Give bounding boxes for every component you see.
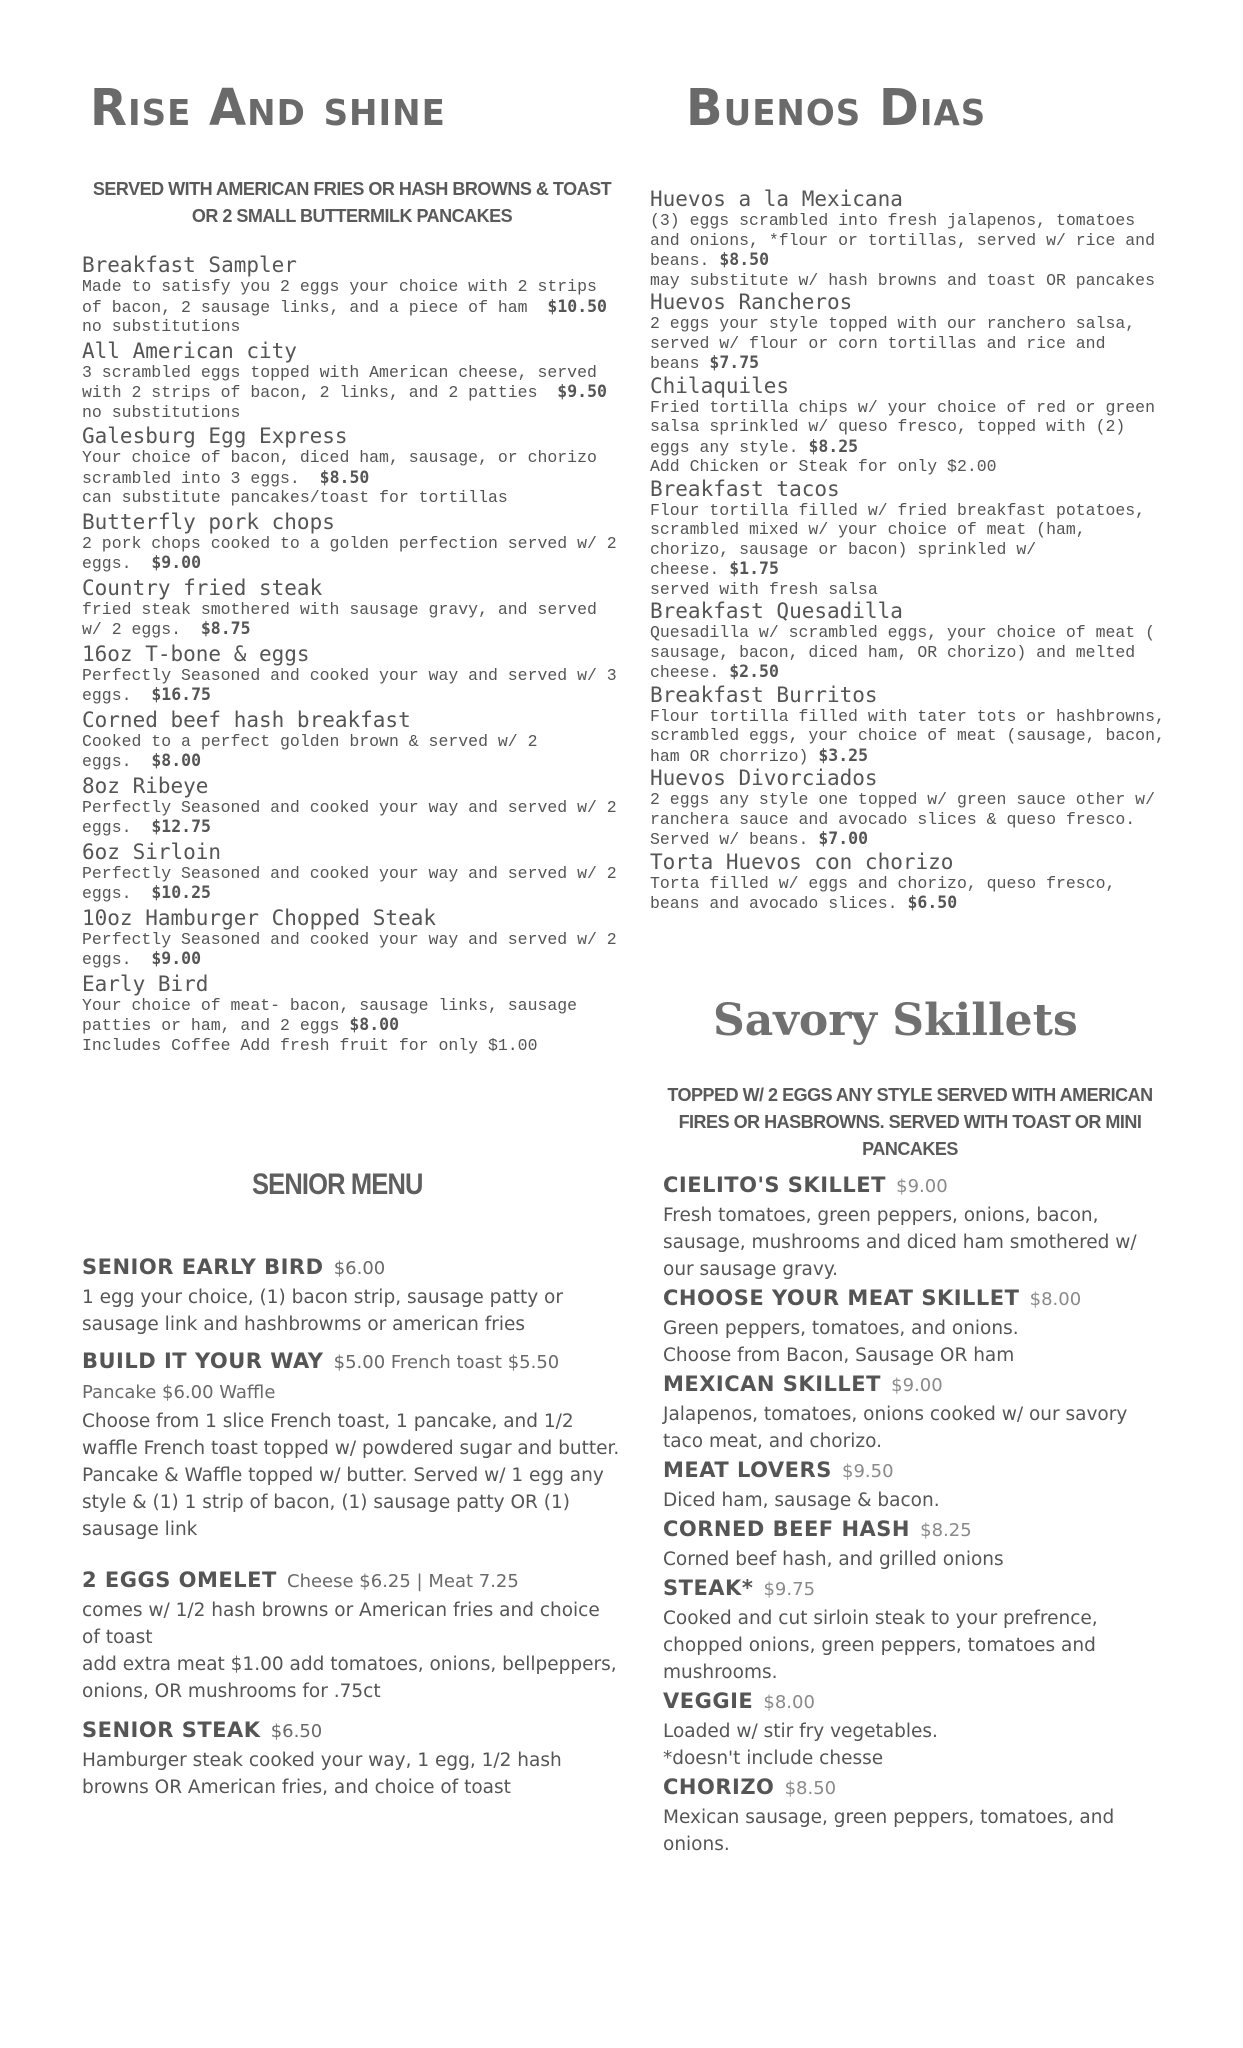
item-description: 2 eggs your style topped with our ranchero salsa, served w/ flour or corn tortillas and rice and beans $7.75	[650, 314, 1136, 373]
item-name: MEAT LOVERS	[663, 1458, 832, 1482]
item-description: Loaded w/ stir fry vegetables.	[663, 1721, 938, 1742]
item-name: CHORIZO	[663, 1775, 775, 1799]
item-name: Butterfly pork chops	[82, 509, 335, 534]
menu-item	[82, 840, 622, 904]
item-name: VEGGIE	[663, 1689, 754, 1713]
item-price: $9.00	[151, 553, 201, 572]
item-description: 2 eggs any style one topped w/ green sauce other w/ ranchera sauce and avocado slices & queso fresco. Served w/ beans. $7.00	[650, 790, 1155, 849]
item-description: Quesadilla w/ scrambled eggs, your choice of meat ( sausage, bacon, diced ham, OR chorizo) and melted cheese. $2.50	[650, 623, 1155, 682]
item-note: Choose from Bacon, Sausage OR ham	[663, 1345, 1015, 1366]
rise-and-shine-list	[82, 253, 622, 1057]
item-note: Includes Coffee Add fresh fruit for only $1.00	[82, 1035, 538, 1055]
item-name: Huevos Divorciados	[650, 766, 878, 790]
item-note: *doesn't include chesse	[663, 1748, 884, 1769]
item-description: Your choice of meat- bacon, sausage links, sausage patties or ham, and 2 eggs $8.00	[82, 995, 578, 1035]
item-price: $8.00	[151, 751, 201, 770]
item-description: 2 pork chops cooked to a golden perfection served w/ 2 eggs. $9.00	[82, 533, 617, 573]
menu-item	[650, 374, 1170, 477]
item-description: Jalapenos, tomatoes, onions cooked w/ our savory taco meat, and chorizo.	[663, 1404, 1128, 1452]
item-name: Corned beef hash breakfast	[82, 707, 411, 732]
item-name: Torta Huevos con chorizo	[650, 849, 954, 874]
item-price: $2.50	[729, 662, 779, 681]
item-name: Breakfast Burritos	[650, 682, 878, 707]
item-price: $6.50	[907, 893, 958, 912]
savory-skillets-subtitle: TOPPED W/ 2 EGGS ANY STYLE SERVED WITH AMERICAN FIRES OR HASBROWNS. SERVED WITH TOAST OR MINI PANCAKES	[667, 1085, 1153, 1159]
menu-item	[82, 906, 622, 970]
item-description: Your choice of bacon, diced ham, sausage, or chorizo scrambled into 3 eggs. $8.50	[82, 448, 597, 488]
menu-item	[82, 424, 622, 508]
menu-item	[650, 187, 1170, 290]
item-price: $8.00	[349, 1015, 400, 1034]
senior-menu-title: SENIOR MENU	[252, 1168, 423, 1201]
item-price: $12.75	[151, 817, 211, 836]
item-description: Perfectly Seasoned and cooked your way and served w/ 2 eggs. $12.75	[82, 797, 617, 837]
savory-skillets-title: Savory Skillets	[713, 995, 1078, 1046]
item-name: Chilaquiles	[650, 373, 790, 398]
item-price: $10.50	[547, 296, 607, 316]
item-name: STEAK*	[663, 1576, 754, 1600]
item-name: SENIOR EARLY BIRD	[82, 1255, 324, 1279]
item-name: BUILD IT YOUR WAY	[82, 1349, 324, 1373]
item-description: Perfectly Seasoned and cooked your way and served w/ 2 eggs. $10.25	[82, 863, 617, 903]
item-price: $9.00	[891, 1375, 943, 1396]
item-name: 16oz T-bone & eggs	[82, 641, 310, 666]
item-name: CHOOSE YOUR MEAT SKILLET	[663, 1286, 1020, 1310]
savory-skillets-list	[663, 1170, 1163, 1858]
item-note: no substitutions	[82, 317, 241, 336]
menu-item	[82, 339, 622, 423]
item-price: $8.50	[784, 1778, 837, 1799]
item-note: Add Chicken or Steak for only $2.00	[650, 457, 997, 476]
item-description: Corned beef hash, and grilled onions	[663, 1549, 1004, 1570]
item-description: Made to satisfy you 2 eggs your choice with 2 strips of bacon, 2 sausage links, and a piece of ham $10.50	[82, 277, 607, 317]
item-price: $10.25	[151, 883, 211, 902]
item-description: fried steak smothered with sausage gravy, and served w/ 2 eggs. $8.75	[82, 599, 597, 639]
item-name: CORNED BEEF HASH	[663, 1517, 910, 1541]
item-description: Choose from 1 slice French toast, 1 pancake, and 1/2 waffle French toast topped w/ powdered sugar and butter. Pancake & Waffle topped w/ butter. Served w/ 1 egg any style & (1) 1 strip of bacon, (1) sausage patty OR (1) sausage link	[82, 1411, 620, 1540]
buenos-dias-title: Buenos Dias	[686, 78, 987, 138]
item-name: 2 EGGS OMELET	[82, 1568, 277, 1592]
item-name: Country fried steak	[82, 575, 323, 600]
menu-item	[663, 1772, 1163, 1858]
item-note: may substitute w/ hash browns and toast OR pancakes	[650, 270, 1155, 290]
item-price: $8.50	[319, 467, 370, 487]
item-price: $9.00	[151, 949, 201, 968]
item-name: Galesburg Egg Express	[82, 424, 348, 448]
menu-item	[663, 1514, 1163, 1573]
menu-item	[82, 1252, 622, 1338]
item-description: Green peppers, tomatoes, and onions.	[663, 1318, 1019, 1339]
menu-item	[650, 599, 1170, 683]
item-description: Flour tortilla filled w/ fried breakfast potatoes, scrambled mixed w/ your choice of meat (ham, chorizo, sausage or bacon) sprinkled w/ cheese. $1.75	[650, 500, 1146, 579]
item-description: 1 egg your choice, (1) bacon strip, sausage patty or sausage link and hashbrowms or american fries	[82, 1287, 563, 1335]
item-name: CIELITO'S SKILLET	[663, 1173, 886, 1197]
item-price: $6.50	[270, 1721, 323, 1742]
item-description: Perfectly Seasoned and cooked your way and served w/ 2 eggs. $9.00	[82, 929, 617, 969]
item-price: $8.25	[808, 436, 859, 456]
item-name: Huevos a la Mexicana	[650, 187, 903, 211]
menu-item	[82, 774, 622, 838]
item-price: $9.50	[842, 1461, 894, 1482]
menu-item	[663, 1455, 1163, 1514]
menu-item	[82, 1565, 622, 1705]
item-price: $7.75	[709, 353, 760, 372]
menu-item	[663, 1573, 1163, 1686]
item-name: 8oz Ribeye	[82, 773, 209, 798]
item-description: Hamburger steak cooked your way, 1 egg, 1/2 hash browns OR American fries, and choice of toast	[82, 1750, 562, 1798]
item-name: Breakfast Quesadilla	[650, 599, 903, 623]
menu-item	[82, 1346, 622, 1543]
menu-item	[82, 510, 622, 574]
item-price: Cheese $6.25 | Meat 7.25	[287, 1571, 519, 1592]
menu-item	[650, 683, 1170, 767]
item-description: Fresh tomatoes, green peppers, onions, bacon, sausage, mushrooms and diced ham smothered w/ our sausage gravy.	[663, 1205, 1137, 1280]
item-note: served with fresh salsa	[650, 579, 878, 599]
item-name: Breakfast tacos	[650, 476, 840, 501]
item-price: $8.00	[763, 1692, 815, 1713]
senior-menu-list	[82, 1252, 622, 1801]
menu-item	[663, 1170, 1163, 1283]
item-note: can substitute pancakes/toast for tortillas	[82, 488, 508, 507]
menu-item	[82, 972, 622, 1056]
item-description: Cooked and cut sirloin steak to your prefrence, chopped onions, green peppers, tomatoes and mushrooms.	[663, 1608, 1098, 1683]
item-name: MEXICAN SKILLET	[663, 1372, 881, 1396]
item-price: $8.50	[719, 250, 769, 269]
item-price: $9.00	[896, 1176, 948, 1197]
menu-item	[663, 1686, 1163, 1772]
menu-item	[82, 708, 622, 772]
item-price: $8.00	[1029, 1289, 1082, 1310]
item-price: $8.75	[200, 619, 251, 638]
item-price: $6.00	[333, 1258, 386, 1279]
item-price: $9.50	[557, 382, 607, 401]
item-description: 3 scrambled eggs topped with American cheese, served with 2 strips of bacon, 2 links, and 2 patties $9.50	[82, 362, 607, 402]
item-description: (3) eggs scrambled into fresh jalapenos, tomatoes and onions, *flour or tortillas, served w/ rice and beans. $8.50	[650, 211, 1155, 270]
menu-item	[663, 1283, 1163, 1369]
item-name: 10oz Hamburger Chopped Steak	[82, 905, 437, 930]
item-note: add extra meat $1.00 add tomatoes, onions, bellpeppers, onions, OR mushrooms for .75ct	[82, 1654, 617, 1702]
menu-item	[82, 1715, 622, 1801]
item-description: Flour tortilla filled with tater tots or hashbrowns, scrambled eggs, your choice of meat (sausage, bacon, ham OR chorrizo) $3.25	[650, 706, 1165, 766]
item-note: no substitutions	[82, 402, 241, 422]
item-price: $16.75	[151, 685, 211, 704]
item-description: Cooked to a perfect golden brown & served w/ 2 eggs. $8.00	[82, 731, 538, 771]
item-description: Mexican sausage, green peppers, tomatoes, and onions.	[663, 1807, 1115, 1855]
item-price: $3.25	[818, 745, 869, 765]
menu-item	[650, 477, 1170, 600]
item-name: 6oz Sirloin	[82, 839, 222, 864]
menu-item	[82, 576, 622, 640]
menu-item	[650, 850, 1170, 914]
menu-item	[82, 642, 622, 706]
item-name: Huevos Rancheros	[650, 290, 853, 314]
rise-and-shine-subtitle: SERVED WITH AMERICAN FRIES OR HASH BROWNS & TOAST OR 2 SMALL BUTTERMILK PANCAKES	[92, 179, 612, 226]
item-name: SENIOR STEAK	[82, 1718, 261, 1742]
item-description: comes w/ 1/2 hash browns or American fries and choice of toast	[82, 1600, 600, 1648]
buenos-dias-list	[650, 187, 1170, 914]
item-description: Diced ham, sausage & bacon.	[663, 1490, 940, 1511]
item-name: All American city	[82, 338, 297, 363]
item-name: Early Bird	[82, 971, 209, 996]
item-name: Breakfast Sampler	[82, 253, 297, 277]
menu-item	[82, 253, 622, 337]
item-description: Fried tortilla chips w/ your choice of red or green salsa sprinkled w/ queso fresco, topped with (2) eggs any style. $8.25	[650, 397, 1155, 457]
menu-item	[650, 766, 1170, 850]
menu-item	[663, 1369, 1163, 1455]
menu-item	[650, 290, 1170, 374]
rise-and-shine-title: Rise And shine	[90, 78, 446, 138]
item-price: $1.75	[729, 559, 779, 578]
item-price: $8.25	[920, 1520, 972, 1541]
item-description: Torta filled w/ eggs and chorizo, queso fresco, beans and avocado slices. $6.50	[650, 873, 1116, 913]
item-description: Perfectly Seasoned and cooked your way and served w/ 3 eggs. $16.75	[82, 665, 617, 705]
item-price: $5.00 French toast $5.50 Pancake $6.00 Waffle	[82, 1352, 560, 1403]
item-price: $9.75	[763, 1579, 816, 1600]
item-price: $7.00	[818, 829, 869, 848]
